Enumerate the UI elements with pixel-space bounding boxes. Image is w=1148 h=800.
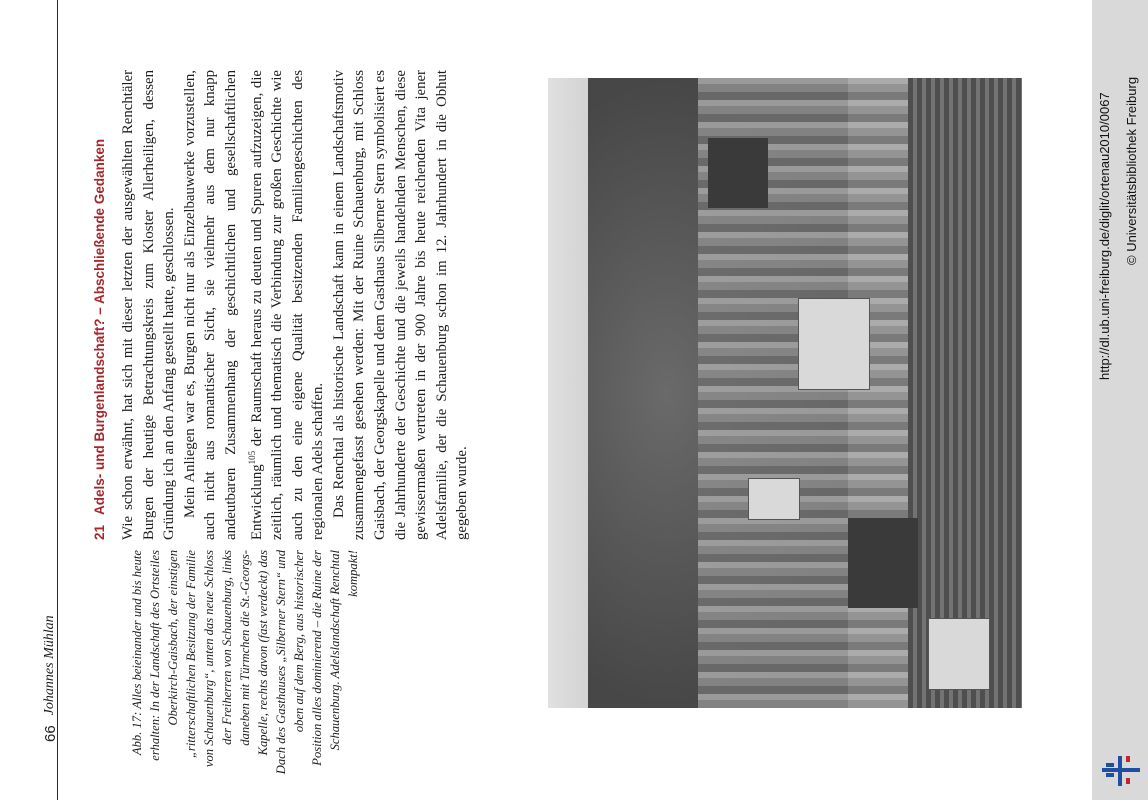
body-text — [118, 70, 538, 540]
landscape-photo — [548, 78, 1022, 708]
page-number: 66 — [41, 725, 59, 742]
photo-chapel — [748, 478, 800, 520]
footnote-ref: 105 — [246, 450, 257, 465]
section-heading — [86, 70, 112, 540]
paragraph-3: Das Renchtal als historische Landschaft kann in einem Landschaftsmotiv zusammengefasst gesehen werden: Mit der Ruine Schauenburg, mit Schloss Gaisbach, der Georgskapelle und dem Gasthaus Silberner Stern symbolisiert es die Jahrhunderte der Geschichte und die jeweils handelnden Menschen, diese gewissermaßen vertreten in der 900 Jahre bis heute reichenden Vita jener Adelsfamilie, der die Schauenburg schon im 12. Jahrhundert in die Obhut gegeben wurde. — [330, 70, 471, 540]
photo-castle-building — [798, 298, 870, 390]
photo-roof — [708, 138, 768, 208]
photo-roof — [848, 518, 918, 608]
running-head — [38, 222, 62, 742]
paragraph-2: Mein Anliegen war es, Burgen nicht nur als Einzelbauwerke vorzustellen, auch nicht aus romantischer Sicht, sie vielmehr aus dem nur knapp andeutbaren Zusammenhang der geschichtlichen und gesellschaftlichen Entwicklung$^{105}$ der Raumschaft heraus zu deuten und Spuren aufzuzeigen, die zeitlich, räumlich und thematisch die Verbindung zur großen Geschichte wie auch zu den eine eigene Qualität besitzenden Familiengeschichten des regionalen Adels schaffen. — [181, 70, 327, 540]
section-number: 21 — [91, 524, 107, 540]
photo-foreground-vineyard — [908, 78, 1022, 708]
paragraph-1: Wie schon erwähnt, hat sich mit dieser letzten der ausgewählten Renchtäler Burgen der heutige Betrachtungskreis zum Kloster Allerheiligen, dessen Gründung ich an den Anfang gestellt hatte, geschlossen. — [120, 70, 178, 540]
photo-house — [928, 618, 990, 690]
source-url[interactable]: http://dl.ub.uni-freiburg.de/diglit/ortenau2010/0067 — [1097, 92, 1112, 380]
copyright-notice: © Universitätsbibliothek Freiburg — [1124, 76, 1139, 265]
university-library-logo — [1100, 746, 1142, 788]
section-title: Adels- und Burgenlandschaft? – Abschließende Gedanken — [91, 138, 107, 515]
author-name: Johannes Mühlan — [42, 615, 57, 716]
figure-caption: Abb. 17: Alles beieinander und bis heute erhalten: In der Landschaft des Ortsteiles Oberkirch-Gaisbach, der einstigen „ritterschaftlichen Besitzung der Familie von Schauenburg“, unten das neue Schloss der Freiherren von Schauenburg, links daneben mit Türmchen die St.-Georgs-Kapelle, rechts davon (fast verdeckt) das Dach des Gasthauses „Silberner Stern“ und oben auf dem Berg, aus historischer Position alles dominierend – die Ruine der Schauenburg. Adelslandschaft Renchtal kompakt! — [130, 550, 360, 775]
